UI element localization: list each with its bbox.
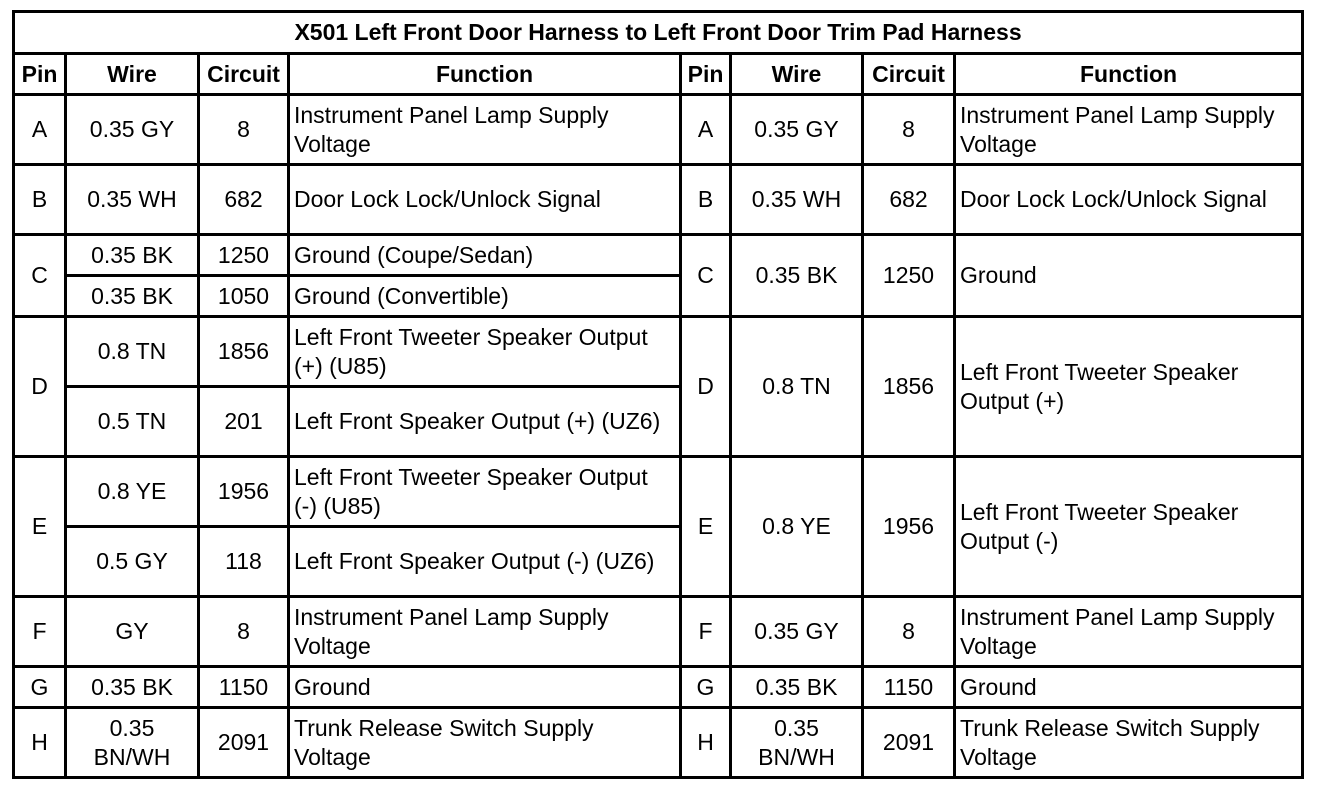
wire-cell: 0.35 GY <box>66 95 199 165</box>
col-header-function-right: Function <box>955 54 1303 95</box>
wire-cell-right: 0.35 BN/WH <box>731 708 863 778</box>
wire-cell-right: 0.8 YE <box>731 457 863 597</box>
wire-cell: 0.35 BK <box>66 667 199 708</box>
connector-table <box>12 10 1304 779</box>
circuit-cell-right: 1956 <box>863 457 955 597</box>
circuit-cell-right: 1150 <box>863 667 955 708</box>
col-header-circuit: Circuit <box>199 54 289 95</box>
function-cell: Instrument Panel Lamp Supply Voltage <box>289 95 681 165</box>
function-cell-right: Ground <box>955 667 1303 708</box>
header-row <box>14 54 1303 95</box>
table-row <box>14 708 1303 778</box>
wire-cell: 0.35 WH <box>66 165 199 235</box>
circuit-cell: 1956 <box>199 457 289 527</box>
function-cell: Left Front Speaker Output (-) (UZ6) <box>289 527 681 597</box>
wire-cell: 0.35 BK <box>66 235 199 276</box>
function-cell-right: Instrument Panel Lamp Supply Voltage <box>955 597 1303 667</box>
pin-cell-right: D <box>681 317 731 457</box>
wire-cell: 0.35 BK <box>66 276 199 317</box>
pin-cell-right: E <box>681 457 731 597</box>
table-row <box>14 165 1303 235</box>
wire-cell-right: 0.35 GY <box>731 95 863 165</box>
wire-cell: 0.5 TN <box>66 387 199 457</box>
circuit-cell: 682 <box>199 165 289 235</box>
function-cell-right: Door Lock Lock/Unlock Signal <box>955 165 1303 235</box>
function-cell: Left Front Speaker Output (+) (UZ6) <box>289 387 681 457</box>
circuit-cell-right: 682 <box>863 165 955 235</box>
circuit-cell: 201 <box>199 387 289 457</box>
function-cell-right: Left Front Tweeter Speaker Output (-) <box>955 457 1303 597</box>
circuit-cell: 1856 <box>199 317 289 387</box>
function-cell-right: Ground <box>955 235 1303 317</box>
function-cell: Left Front Tweeter Speaker Output (-) (U85) <box>289 457 681 527</box>
wire-cell-right: 0.35 BK <box>731 667 863 708</box>
circuit-cell: 2091 <box>199 708 289 778</box>
function-cell: Instrument Panel Lamp Supply Voltage <box>289 597 681 667</box>
pin-cell-right: A <box>681 95 731 165</box>
pin-cell-right: G <box>681 667 731 708</box>
table-row <box>14 95 1303 165</box>
pin-cell: G <box>14 667 66 708</box>
function-cell-right: Left Front Tweeter Speaker Output (+) <box>955 317 1303 457</box>
circuit-cell: 8 <box>199 597 289 667</box>
wire-cell: 0.8 YE <box>66 457 199 527</box>
circuit-cell: 118 <box>199 527 289 597</box>
wire-cell-right: 0.35 BK <box>731 235 863 317</box>
table-row <box>14 597 1303 667</box>
circuit-cell-right: 2091 <box>863 708 955 778</box>
col-header-pin: Pin <box>14 54 66 95</box>
col-header-wire: Wire <box>66 54 199 95</box>
circuit-cell-right: 1250 <box>863 235 955 317</box>
circuit-cell: 1150 <box>199 667 289 708</box>
col-header-function: Function <box>289 54 681 95</box>
wire-cell: GY <box>66 597 199 667</box>
col-header-circuit-right: Circuit <box>863 54 955 95</box>
circuit-cell-right: 1856 <box>863 317 955 457</box>
circuit-cell: 1050 <box>199 276 289 317</box>
table-row <box>14 317 1303 387</box>
wire-cell: 0.35 BN/WH <box>66 708 199 778</box>
pin-cell: D <box>14 317 66 457</box>
col-header-pin-right: Pin <box>681 54 731 95</box>
table-row <box>14 235 1303 276</box>
pin-cell: H <box>14 708 66 778</box>
table-row <box>14 457 1303 527</box>
pin-cell: A <box>14 95 66 165</box>
function-cell: Ground <box>289 667 681 708</box>
table-row <box>14 667 1303 708</box>
wire-cell: 0.5 GY <box>66 527 199 597</box>
pin-cell: C <box>14 235 66 317</box>
circuit-cell: 1250 <box>199 235 289 276</box>
circuit-cell-right: 8 <box>863 95 955 165</box>
pin-cell-right: B <box>681 165 731 235</box>
circuit-cell: 8 <box>199 95 289 165</box>
pin-cell: B <box>14 165 66 235</box>
circuit-cell-right: 8 <box>863 597 955 667</box>
function-cell: Ground (Convertible) <box>289 276 681 317</box>
function-cell: Door Lock Lock/Unlock Signal <box>289 165 681 235</box>
function-cell-right: Instrument Panel Lamp Supply Voltage <box>955 95 1303 165</box>
function-cell: Trunk Release Switch Supply Voltage <box>289 708 681 778</box>
wire-cell-right: 0.35 WH <box>731 165 863 235</box>
table-title: X501 Left Front Door Harness to Left Front Door Trim Pad Harness <box>14 12 1303 54</box>
function-cell: Ground (Coupe/Sedan) <box>289 235 681 276</box>
pin-cell-right: H <box>681 708 731 778</box>
pin-cell: E <box>14 457 66 597</box>
function-cell: Left Front Tweeter Speaker Output (+) (U85) <box>289 317 681 387</box>
col-header-wire-right: Wire <box>731 54 863 95</box>
wire-cell: 0.8 TN <box>66 317 199 387</box>
pin-cell-right: F <box>681 597 731 667</box>
pin-cell: F <box>14 597 66 667</box>
pin-cell-right: C <box>681 235 731 317</box>
wire-cell-right: 0.35 GY <box>731 597 863 667</box>
wire-cell-right: 0.8 TN <box>731 317 863 457</box>
function-cell-right: Trunk Release Switch Supply Voltage <box>955 708 1303 778</box>
